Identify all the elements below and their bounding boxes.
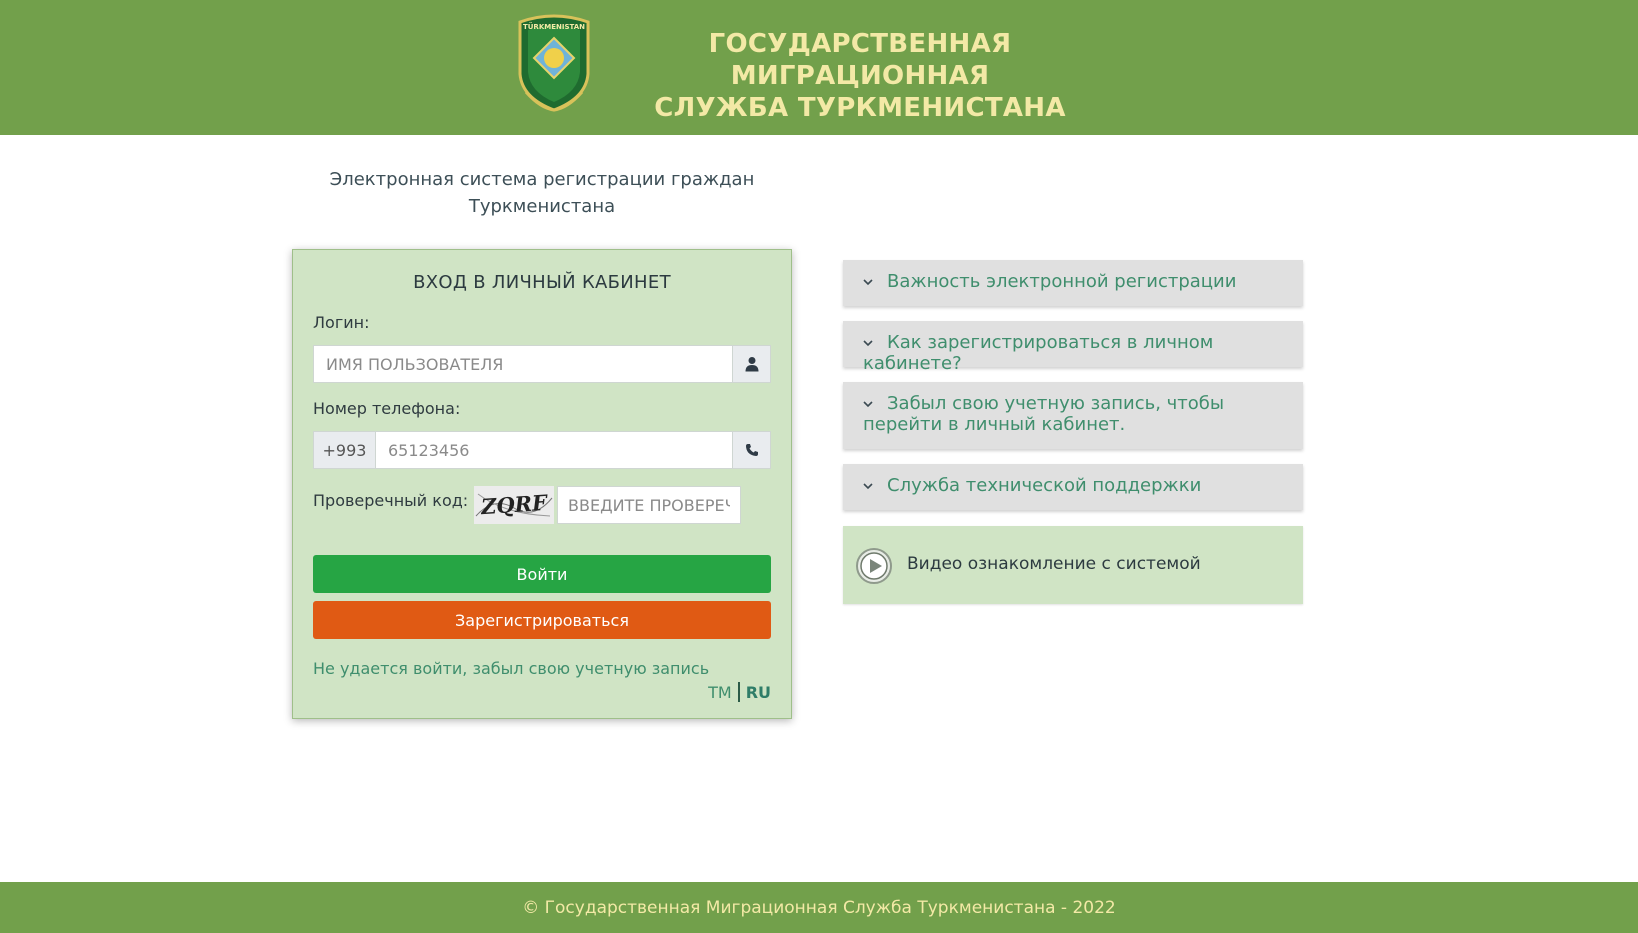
site-title-line1: ГОСУДАРСТВЕННАЯ МИГРАЦИОННАЯ bbox=[708, 29, 1012, 91]
accordion-item-forgot-account[interactable] bbox=[843, 382, 1303, 449]
login-title: ВХОД В ЛИЧНЫЙ КАБИНЕТ bbox=[413, 272, 671, 293]
lang-separator bbox=[738, 682, 740, 702]
page-subtitle bbox=[292, 166, 792, 220]
svg-text:TÜRKMENISTAN: TÜRKMENISTAN bbox=[522, 23, 586, 31]
accordion-item-label: Как зарегистрироваться в личном кабинете? bbox=[863, 332, 1214, 374]
accordion-item-importance[interactable] bbox=[843, 260, 1303, 306]
accordion-item-label: Важность электронной регистрации bbox=[887, 271, 1237, 292]
phone-input[interactable] bbox=[376, 432, 732, 468]
register-button[interactable]: Зарегистрироваться bbox=[313, 601, 771, 639]
footer-copyright: © Государственная Миграционная Служба Туркменистана - 2022 bbox=[522, 897, 1116, 918]
page-subtitle-line1: Электронная система регистрации граждан bbox=[329, 169, 755, 190]
phone-input-group bbox=[313, 431, 771, 469]
captcha-image bbox=[474, 486, 554, 524]
site-title bbox=[600, 28, 1120, 124]
play-icon[interactable] bbox=[855, 547, 893, 585]
site-header bbox=[0, 0, 1638, 135]
username-input[interactable] bbox=[314, 346, 732, 382]
phone-prefix: +993 bbox=[314, 432, 376, 468]
login-card bbox=[292, 249, 792, 719]
site-title-line2: СЛУЖБА ТУРКМЕНИСТАНА bbox=[654, 93, 1066, 123]
lang-tm-link[interactable]: TM bbox=[708, 682, 732, 702]
user-icon bbox=[745, 356, 759, 372]
user-addon bbox=[732, 346, 770, 382]
chevron-down-icon bbox=[863, 336, 873, 350]
site-footer bbox=[0, 882, 1638, 933]
lang-ru-link[interactable]: RU bbox=[745, 682, 771, 702]
svg-text:ZQRF: ZQRF bbox=[480, 489, 548, 520]
login-label: Логин: bbox=[313, 313, 370, 332]
captcha-input[interactable] bbox=[557, 486, 741, 524]
video-intro-box[interactable] bbox=[843, 526, 1303, 604]
video-intro-label: Видео ознакомление с системой bbox=[907, 554, 1201, 574]
accordion-item-label: Служба технической поддержки bbox=[887, 475, 1202, 496]
chevron-down-icon bbox=[863, 397, 873, 411]
accordion-item-support[interactable] bbox=[843, 464, 1303, 510]
accordion-item-how-to-register[interactable] bbox=[843, 321, 1303, 374]
page-subtitle-line2: Туркменистана bbox=[468, 196, 616, 217]
captcha-label: Проверечный код: bbox=[313, 491, 469, 510]
phone-addon bbox=[732, 432, 770, 468]
emblem-logo-icon[interactable] bbox=[512, 12, 596, 116]
language-switcher bbox=[708, 682, 771, 702]
login-button[interactable]: Войти bbox=[313, 555, 771, 593]
forgot-account-link[interactable]: Не удается войти, забыл свою учетную запись bbox=[313, 659, 710, 678]
login-input-group bbox=[313, 345, 771, 383]
phone-icon bbox=[745, 443, 759, 457]
accordion-item-label: Забыл свою учетную запись, чтобы перейти в личный кабинет. bbox=[863, 393, 1225, 435]
chevron-down-icon bbox=[863, 479, 873, 493]
chevron-down-icon bbox=[863, 275, 873, 289]
phone-label: Номер телефона: bbox=[313, 399, 461, 418]
